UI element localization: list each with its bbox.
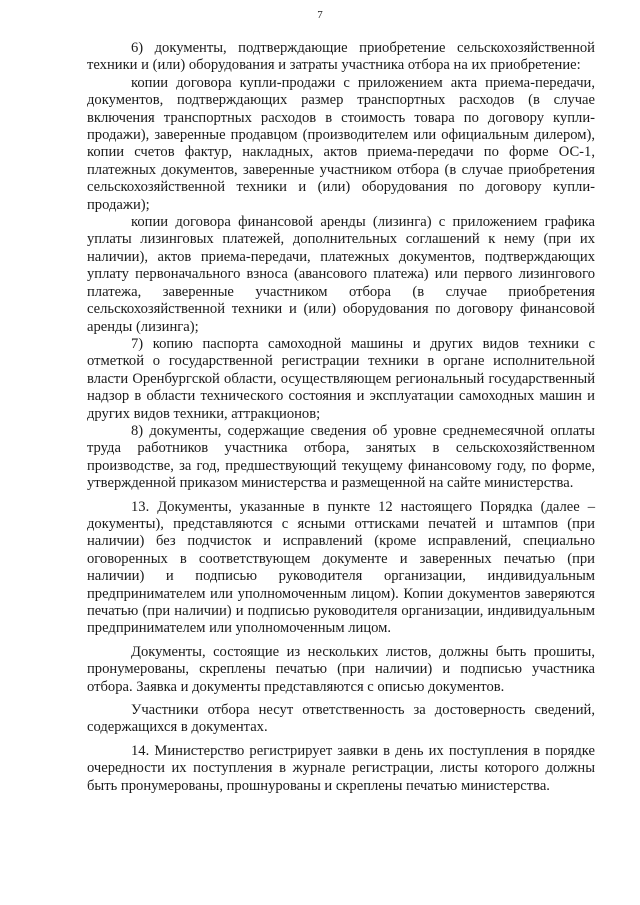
- paragraph-participant-responsibility: Участники отбора несут ответственность за достоверность сведений, содержащихся в документах.: [87, 702, 595, 736]
- paragraph-leasing-contract-copies: копии договора финансовой аренды (лизинга) с приложением графика уплаты лизинговых платежей, дополнительных соглашений к нему (при их наличии), актов приема-передачи, платежных документов, подтверждающих уплату первоначального взноса (авансового платежа) или первого лизингового платежа, заверенные участником отбора (в случае приобретения сельскохозяйственной техники и (или) оборудования по договору финансовой аренды (лизинга);: [87, 214, 595, 335]
- paragraph-section-14: 14. Министерство регистрирует заявки в день их поступления в порядке очередности их поступления в журнале регистрации, листы которого должны быть пронумерованы, прошнурованы и скреплены печатью министерства.: [87, 742, 595, 794]
- document-body: [87, 40, 595, 795]
- paragraph-item-8: 8) документы, содержащие сведения об уровне среднемесячной оплаты труда работников участника отбора, занятых в сельскохозяйственном производстве, за год, предшествующий текущему финансовому году, по форме, утвержденной приказом министерства и размещенной на сайте министерства.: [87, 422, 595, 492]
- paragraph-section-13: 13. Документы, указанные в пункте 12 настоящего Порядка (далее – документы), представляются с ясными оттисками печатей и штампов (при наличии) без подчисток и исправлений (кроме исправлений, специально оговоренных в соответствующем документе и заверенных печатью (при наличии) и подписью руководителя организации, индивидуальным предпринимателем или уполномоченным лицом). Копии документов заверяются печатью (при наличии) и подписью руководителя организации, индивидуальным предпринимателем или уполномоченным лицом.: [87, 498, 595, 637]
- page-number: 7: [317, 9, 323, 21]
- paragraph-item-7: 7) копию паспорта самоходной машины и других видов техники с отметкой о государственной регистрации техники в органе исполнительной власти Оренбургской области, осуществляющем региональный государственный надзор в области технического состояния и эксплуатации самоходных машин и других видов техники, аттракционов;: [87, 335, 595, 422]
- paragraph-item-6: 6) документы, подтверждающие приобретение сельскохозяйственной техники и (или) оборудования и затраты участника отбора на их приобретение:: [87, 40, 595, 74]
- paragraph-sale-contract-copies: копии договора купли-продажи с приложением акта приема-передачи, документов, подтверждающих размер транспортных расходов (в случае включения транспортных расходов в стоимость товара по договору купли-продажи), заверенные продавцом (производителем или официальным дилером), копии счетов фактур, накладных, актов приема-передачи по форме ОС-1, платежных документов, заверенные участником отбора (в случае приобретения сельскохозяйственной техники и (или) оборудования по договору купли-продажи);: [87, 74, 595, 213]
- paragraph-multi-sheet-documents: Документы, состоящие из нескольких листов, должны быть прошиты, пронумерованы, скреплены печатью (при наличии) и подписью участника отбора. Заявка и документы представляются с описью документов.: [87, 643, 595, 695]
